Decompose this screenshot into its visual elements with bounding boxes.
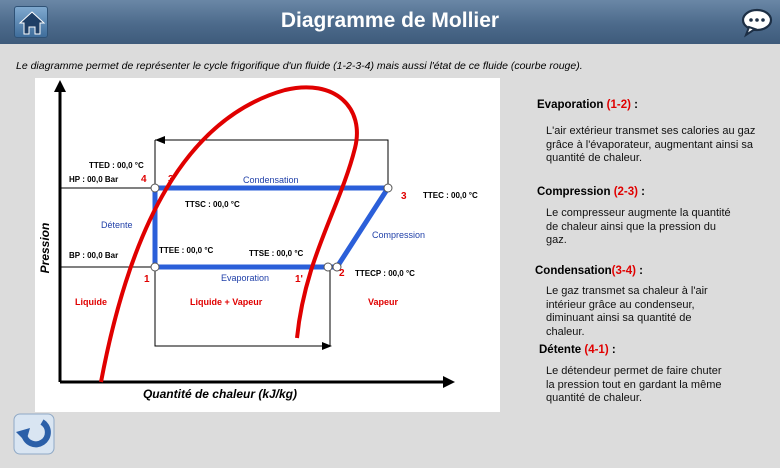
point-4-marker — [151, 184, 159, 192]
point-1p-label: 1' — [295, 274, 303, 285]
y-axis-arrow-icon — [54, 80, 66, 92]
point-1-label: 1 — [144, 274, 150, 285]
intro-text: Le diagramme permet de représenter le cycle frigorifique d'un fluide (1-2-3-4) mais aussi l'état de ce fluide (courbe rouge). — [16, 60, 583, 72]
detente-text: Le détendeur permet de faire chuter la pression tout en gardant la même quantité de chaleur. — [546, 365, 722, 404]
detente-title: Détente (4-1) : — [539, 344, 616, 356]
compression-label: Compression — [372, 230, 426, 240]
saturation-curve — [101, 87, 357, 382]
point-1p-marker — [324, 263, 332, 271]
chat-button[interactable] — [740, 6, 774, 38]
point-3-label: 3 — [401, 191, 407, 202]
ttecp-label: TTECP : 00,0 °C — [355, 269, 415, 278]
page-title: Diagramme de Mollier — [280, 9, 500, 32]
chat-bubble-icon — [740, 6, 774, 38]
point-1-marker — [151, 263, 159, 271]
point-4-label: 4 — [141, 174, 147, 185]
point-3p-label: 3' — [168, 174, 176, 185]
evaporation-label: Evaporation — [221, 273, 270, 283]
liquide-vapeur-label: Liquide + Vapeur — [190, 297, 263, 307]
ttee-label: TTEE : 00,0 °C — [159, 246, 214, 255]
x-axis-arrow-icon — [443, 376, 455, 388]
header-bar — [0, 0, 780, 44]
compression-text: Le compresseur augmente la quantité de chaleur ainsi que la pression du gaz. — [546, 207, 731, 246]
back-button[interactable] — [12, 412, 56, 456]
evaporation-text: L'air extérieur transmet ses calories au gaz grâce à l'évaporateur, augmentant ainsi sa quantité de chaleur. — [546, 125, 756, 164]
liquide-label: Liquide — [75, 297, 107, 307]
bp-label: BP : 00,0 Bar — [69, 251, 119, 260]
y-axis-label: Pression — [38, 222, 52, 274]
evaporation-title: Evaporation (1-2) : — [537, 99, 638, 111]
detente-label: Détente — [101, 220, 133, 230]
condensation-text: Le gaz transmet sa chaleur à l'air intérieur grâce au condenseur, diminuant ainsi sa quantité de chaleur. — [546, 285, 708, 338]
point-2-label: 2 — [339, 268, 345, 279]
top-arrow-icon — [155, 136, 165, 144]
compression-title: Compression (2-3) : — [537, 186, 645, 198]
ttse-label: TTSE : 00,0 °C — [249, 249, 304, 258]
vapeur-label: Vapeur — [368, 297, 399, 307]
condensation-title: Condensation(3-4) : — [535, 265, 643, 277]
x-axis-label: Quantité de chaleur (kJ/kg) — [142, 387, 298, 401]
hp-label: HP : 00,0 Bar — [69, 175, 119, 184]
mollier-diagram — [35, 78, 500, 412]
ttec-label: TTEC : 00,0 °C — [423, 191, 478, 200]
tted-label: TTED : 00,0 °C — [89, 161, 144, 170]
back-arrow-icon — [12, 412, 56, 456]
ttsc-label: TTSC : 00,0 °C — [185, 200, 240, 209]
condensation-label: Condensation — [243, 175, 299, 185]
point-3-marker — [384, 184, 392, 192]
